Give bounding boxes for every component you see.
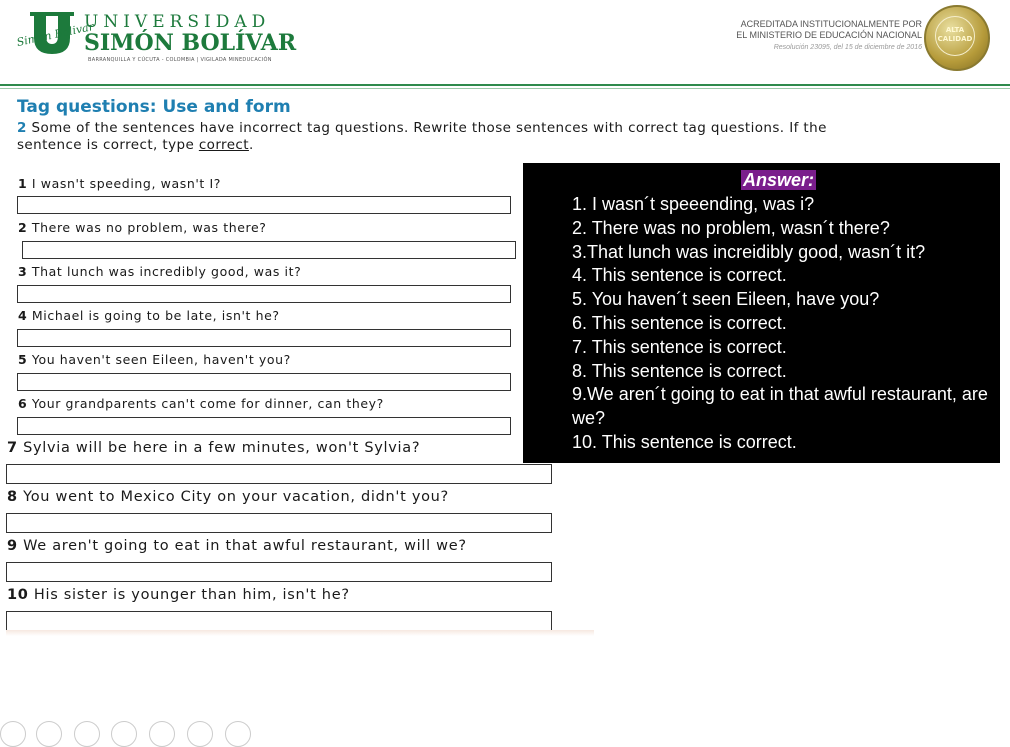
answer-input-10[interactable]: [6, 611, 552, 630]
answer-item: 1. I wasn´t speeending, was i?: [572, 194, 815, 214]
header-divider: [0, 84, 1010, 86]
question-text: His sister is younger than him, isn't he?: [33, 587, 350, 603]
question-9: [7, 538, 467, 554]
question-number: 3: [18, 264, 28, 279]
instruction-end: .: [248, 137, 254, 153]
toolbar-button[interactable]: [225, 721, 251, 747]
answer-input-8[interactable]: [6, 513, 552, 533]
question-text: That lunch was incredibly good, was it?: [31, 264, 302, 279]
answer-input-4[interactable]: [17, 329, 511, 347]
question-text: I wasn't speeding, wasn't I?: [31, 176, 221, 191]
answer-panel: [523, 163, 1000, 463]
question-text: Your grandparents can't come for dinner, can they?: [31, 396, 384, 411]
answer-item: 7. This sentence is correct.: [572, 336, 787, 357]
question-number: 9: [7, 538, 18, 554]
accreditation-line-1: ACREDITADA INSTITUCIONALMENTE POR: [740, 19, 922, 29]
question-text: You went to Mexico City on your vacation, didn't you?: [23, 489, 449, 505]
question-number: 5: [18, 352, 28, 367]
question-text: You haven't seen Eileen, haven't you?: [31, 352, 291, 367]
instructions: [17, 120, 867, 154]
toolbar-button[interactable]: [111, 721, 137, 747]
question-number: 4: [18, 308, 28, 323]
answer-title: Answer:: [743, 170, 815, 190]
accreditation-line-3: Resolución 23095, del 15 de diciembre de 2016: [773, 44, 922, 51]
question-5: [18, 352, 291, 367]
answer-list: [572, 193, 992, 455]
answer-input-7[interactable]: [6, 464, 552, 484]
question-number: 1: [18, 176, 28, 191]
question-number: 8: [7, 489, 18, 505]
seal-text: ALTA CALIDAD: [935, 16, 975, 56]
quality-seal-icon: [924, 5, 990, 71]
question-4: [18, 308, 280, 323]
university-word: UNIVERSIDAD: [84, 12, 271, 32]
instruction-text: Some of the sentences have incorrect tag questions. Rewrite those sentences with correct tag questions. If the sentence is correct, type: [17, 120, 827, 153]
answer-item: 8. This sentence is correct.: [572, 360, 787, 381]
question-text: There was no problem, was there?: [31, 220, 267, 235]
answer-item: 5. You haven´t seen Eileen, have you?: [572, 289, 880, 310]
instruction-number: 2: [17, 120, 27, 136]
answer-input-1[interactable]: [17, 196, 511, 214]
answer-item: 2. There was no problem, wasn´t there?: [572, 217, 890, 238]
question-3: [18, 264, 301, 279]
worksheet-title: Tag questions: Use and form: [17, 97, 291, 117]
answer-input-5[interactable]: [17, 373, 511, 391]
answer-input-6[interactable]: [17, 417, 511, 435]
university-subline: BARRANQUILLA Y CÚCUTA - COLOMBIA | VIGILADA MINEDUCACIÓN: [88, 57, 272, 63]
answer-input-2[interactable]: [22, 241, 516, 259]
header-divider-thin: [0, 88, 1010, 89]
question-8: [7, 489, 449, 505]
toolbar-button[interactable]: [149, 721, 175, 747]
toolbar-button[interactable]: [0, 721, 26, 747]
answer-input-9[interactable]: [6, 562, 552, 582]
question-6: [18, 396, 384, 411]
answer-item: 6. This sentence is correct.: [572, 312, 787, 333]
question-1: [18, 176, 221, 191]
answer-item: 3.That lunch was increidibly good, wasn´t it?: [572, 241, 926, 262]
toolbar-button[interactable]: [187, 721, 213, 747]
question-7: [7, 440, 420, 456]
instruction-keyword: correct: [198, 137, 249, 153]
question-number: 10: [7, 587, 29, 603]
accreditation-line-2: EL MINISTERIO DE EDUCACIÓN NACIONAL: [736, 30, 922, 40]
question-text: We aren't going to eat in that awful restaurant, will we?: [23, 538, 467, 554]
toolbar-button[interactable]: [36, 721, 62, 747]
question-10: [7, 587, 350, 603]
answer-input-3[interactable]: [17, 285, 511, 303]
university-name: SIMÓN BOLÍVAR: [84, 30, 297, 56]
question-number: 2: [18, 220, 28, 235]
answer-item: 9.We aren´t going to eat in that awful restaurant, are we?: [572, 384, 988, 429]
question-2: [18, 220, 267, 235]
answer-item: 4. This sentence is correct.: [572, 265, 787, 286]
question-text: Michael is going to be late, isn't he?: [31, 308, 280, 323]
question-number: 6: [18, 396, 28, 411]
question-text: Sylvia will be here in a few minutes, won't Sylvia?: [23, 440, 421, 456]
accreditation-text: [736, 19, 922, 55]
answer-item: 10. This sentence is correct.: [572, 431, 797, 452]
toolbar-button[interactable]: [74, 721, 100, 747]
page-bottom-edge: [6, 630, 594, 636]
page-header: [0, 0, 1010, 90]
question-number: 7: [7, 440, 18, 456]
signature-logo: Simon Bolivar: [15, 19, 95, 50]
